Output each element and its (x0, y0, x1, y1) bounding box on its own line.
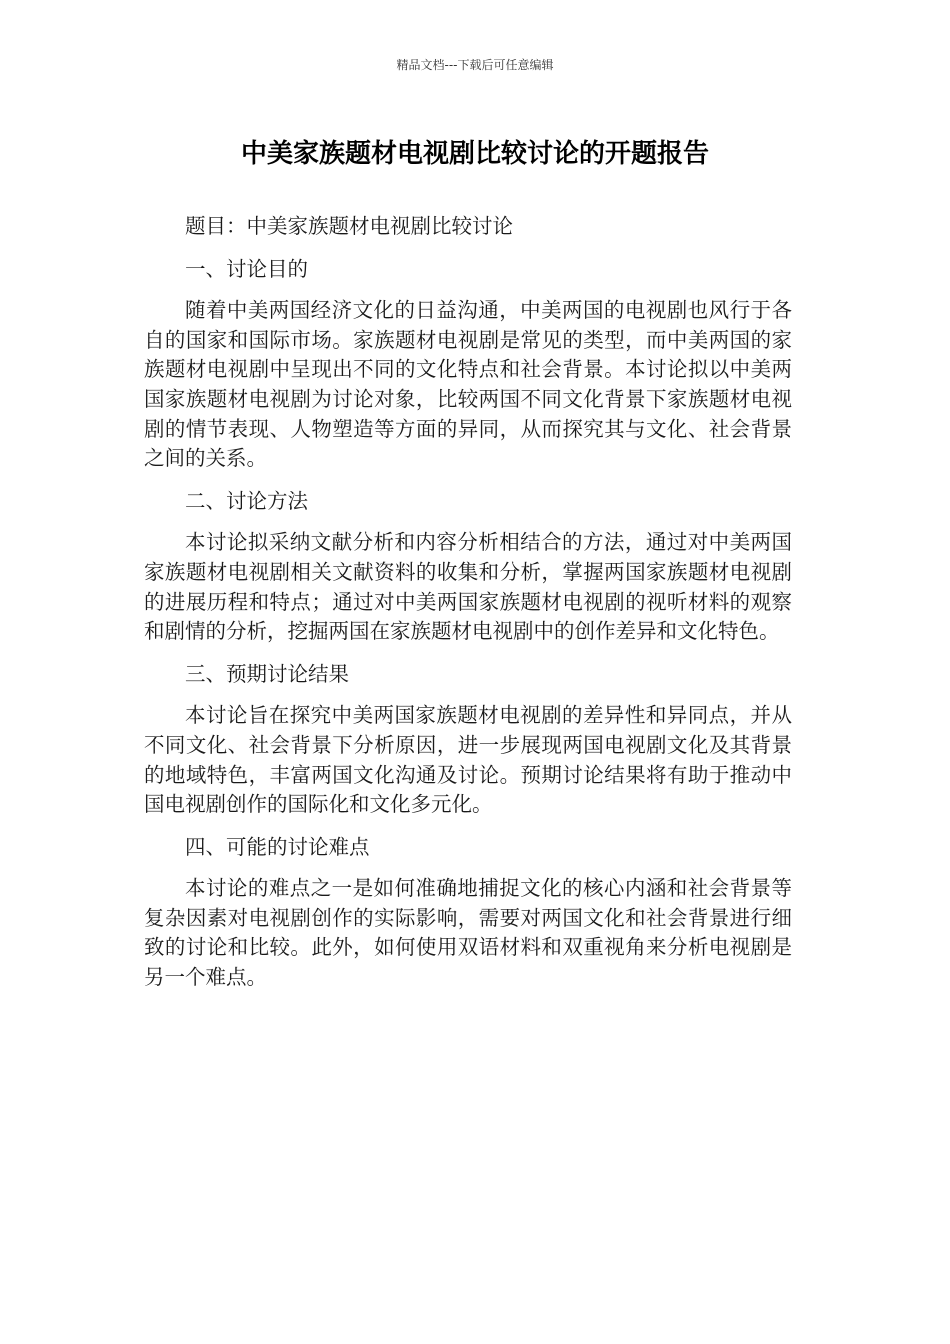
document-title: 中美家族题材电视剧比较讨论的开题报告 (240, 139, 709, 169)
document-body (144, 212, 792, 993)
section-body-difficulties: 本讨论的难点之一是如何准确地捕捉文化的核心内涵和社会背景等复杂因素对电视剧创作的实际影响，需要对两国文化和社会背景进行细致的讨论和比较。此外，如何使用双语材料和双重视角来分析电视剧是另一个难点。 (144, 876, 792, 990)
section-body-method: 本讨论拟采纳文献分析和内容分析相结合的方法，通过对中美两国家族题材电视剧相关文献资料的收集和分析，掌握两国家族题材电视剧的进展历程和特点；通过对中美两国家族题材电视剧的视听材料的观察和剧情的分析，挖掘两国在家族题材电视剧中的创作差异和文化特色。 (144, 530, 792, 644)
topic-line: 题目：中美家族题材电视剧比较讨论 (185, 214, 513, 238)
page-header: 精品文档---下载后可任意编辑 (396, 58, 554, 72)
section-heading-expected-results: 三、预期讨论结果 (185, 661, 349, 686)
section-heading-purpose: 一、讨论目的 (185, 256, 308, 281)
section-heading-difficulties: 四、可能的讨论难点 (185, 834, 370, 859)
section-body-expected-results: 本讨论旨在探究中美两国家族题材电视剧的差异性和异同点，并从不同文化、社会背景下分析原因，进一步展现两国电视剧文化及其背景的地域特色，丰富两国文化沟通及讨论。预期讨论结果将有助于推动中国电视剧创作的国际化和文化多元化。 (144, 703, 792, 817)
section-body-purpose: 随着中美两国经济文化的日益沟通，中美两国的电视剧也风行于各自的国家和国际市场。家族题材电视剧是常见的类型，而中美两国的家族题材电视剧中呈现出不同的文化特点和社会背景。本讨论拟以中美两国家族题材电视剧为讨论对象，比较两国不同文化背景下家族题材电视剧的情节表现、人物塑造等方面的异同，从而探究其与文化、社会背景之间的关系。 (144, 298, 792, 471)
section-heading-method: 二、讨论方法 (185, 488, 308, 513)
